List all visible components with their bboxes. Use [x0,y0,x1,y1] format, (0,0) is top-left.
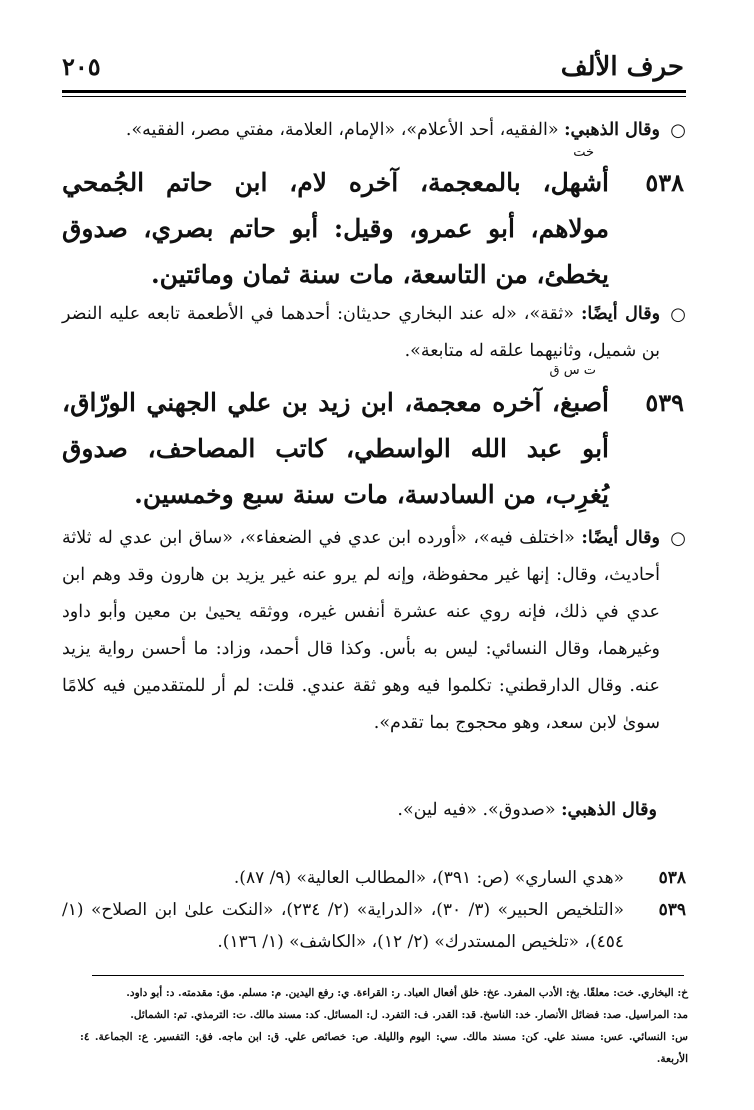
comment-text: «اختلف فيه»، «أورده ابن عدي في الضعفاء»، «ساق ابن عدي له ثلاثة أحاديث، وقال: إنها غير محفوظة، وإنه لم يرو عنه غير يزيد بن هارون وقد وهم ابن عدي في ذلك، فإنه روي عنه عشرة أنفس غيره، ووثقه يحيىٰ بن معين وأبو داود وغيرهما، وقال النسائي: ليس به بأس. وكذا قال أحمد، وزاد: ما أحسن رواية يزيد عنه. وقال الدارقطني: تكلموا فيه وهو ثقة عندي. قلت: لم أر للمتقدمين فيه كلامًا سوىٰ لابن سعد، وهو محجوج بما تقدم». [62,528,660,733]
ibn-hajar-comment-538 [62,296,686,370]
ibn-hajar-comment-539 [62,520,686,742]
comment-speaker: وقال أيضًا: [580,304,661,324]
footnote [62,862,686,894]
comment-text: «الفقيه، أحد الأعلام»، «الإمام، العلامة، مفتي مصر، الفقيه». [125,120,565,140]
footnote-text: «هدي الساري» (ص: ٣٩١)، «المطالب العالية» (٩/ ٨٧). [233,868,624,888]
comment-text: «صدوق». «فيه لين». [397,800,562,820]
entry-number: ٥٣٨ [645,168,684,197]
header-rule-thin [62,96,686,97]
header-rule-thick [62,90,686,93]
comment-speaker: وقال الذهبي: [564,120,660,140]
footnote-number: ٥٣٨ [658,868,686,888]
bullet-icon: ○ [670,120,686,141]
entry-text: أشهل، بالمعجمة، آخره لام، ابن حاتم الجُمحي مولاهم، أبو عمرو، وقيل: أبو حاتم بصري، صدوق يخطئ، من التاسعة، مات سنة ثمان ومائتين. [62,168,609,289]
entry-539 [62,363,684,518]
footnote-text: «التلخيص الحبير» (٣/ ٣٠)، «الدراية» (٢/ ٢٣٤)، «النكت علىٰ ابن الصلاح» (١/ ٤٥٤)، «تلخيص المستدرك» (٢/ ١٢)، «الكاشف» (١/ ١٣٦). [62,900,624,952]
comment-speaker: وقال أيضًا: [581,528,660,548]
abbreviations-line: خ: البخاري. خت: معلقًا. بخ: الأدب المفرد. عخ: خلق أفعال العباد. ر: القراءة. ي: رفع اليدين. م: مسلم. مق: مقدمته. د: أبو داود. [126,987,688,999]
entry-538 [62,145,684,298]
entry-symbol: ت س ق [549,363,596,378]
dhahabi-comment-538-prev [62,112,686,149]
page-header [62,52,684,92]
comment-text: «ثقة»، «له عند البخاري حديثان: أحدهما في الأطعمة تابعه عليه النضر بن شميل، وثانيهما علقه له متابعة». [62,304,660,361]
footnote-number: ٥٣٩ [658,900,686,920]
dhahabi-note-539 [62,800,657,820]
abbreviations-rule [92,975,684,976]
page-number: ٢٠٥ [62,52,101,81]
footnotes [62,862,686,958]
entry-number: ٥٣٩ [645,388,684,417]
abbreviations-line: س: النسائي. عس: مسند علي. كن: مسند مالك. سي: اليوم والليلة. ص: خصائص علي. ق: ابن ماجه. فق: التفسير. ع: الجماعة. ٤: الأربعة. [80,1031,688,1065]
chapter-title: حرف الألف [560,52,684,82]
entry-symbol: خت [573,145,594,160]
abbreviations-key [80,982,688,1070]
footnote [62,894,686,958]
bullet-icon: ○ [670,304,686,325]
entry-text: أصبغ، آخره معجمة، ابن زيد بن علي الجهني الورّاق، أبو عبد الله الواسطي، كاتب المصاحف، صدوق يُغرِب، من السادسة، مات سنة سبع وخمسين. [62,388,609,509]
bullet-icon: ○ [670,528,686,549]
abbreviations-line: مد: المراسيل. صد: فضائل الأنصار. خد: الناسخ. قد: القدر. ف: التفرد. ل: المسائل. كد: مسند مالك. ت: الترمذي. تم: الشمائل. [130,1009,688,1021]
comment-speaker: وقال الذهبي: [561,800,657,820]
